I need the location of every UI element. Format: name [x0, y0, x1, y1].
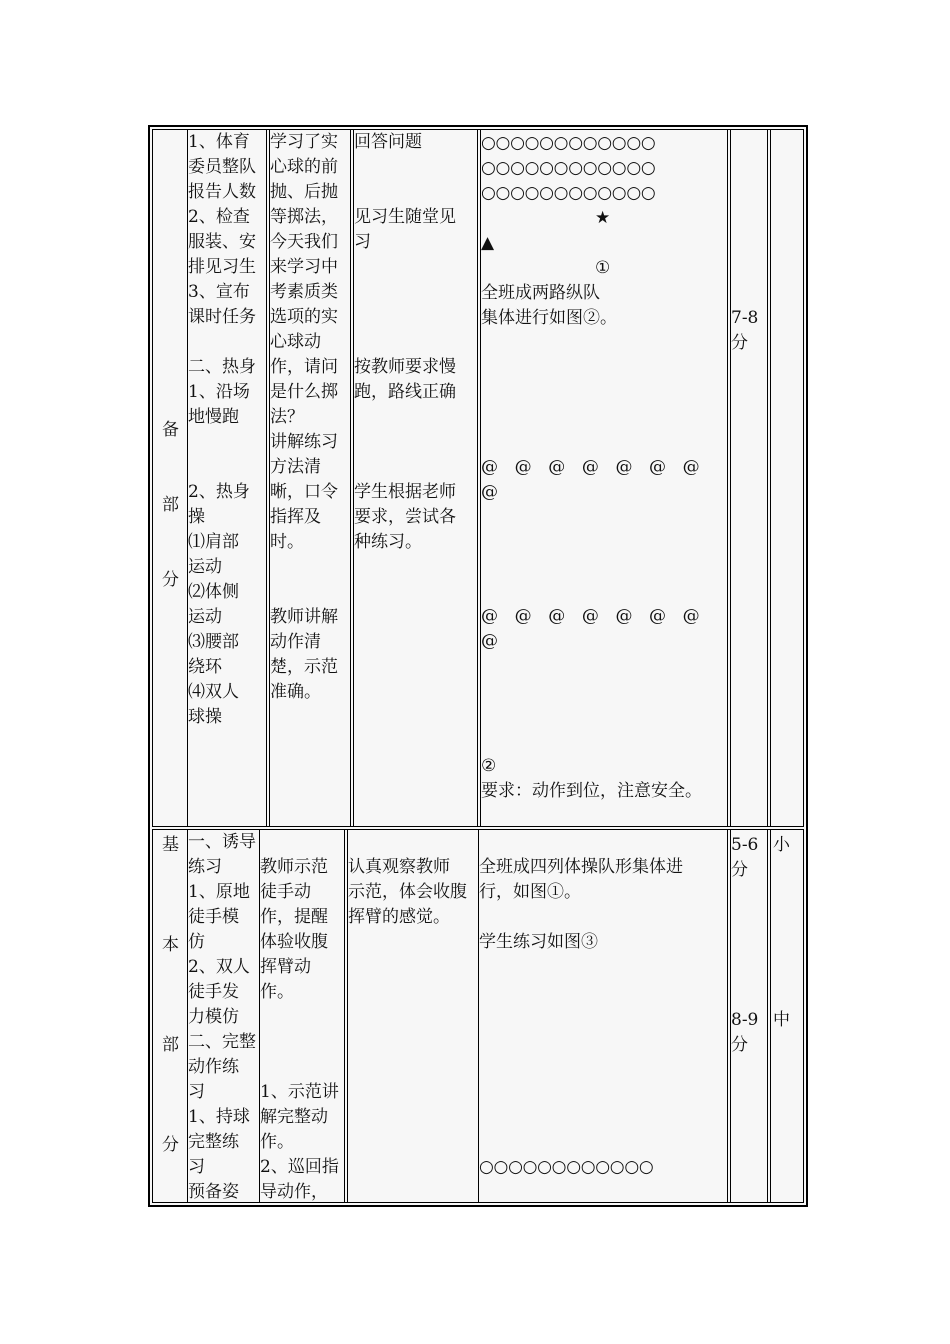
prep-teacher-line: 来学习中 [270, 257, 338, 277]
prep-teacher-line: 选项的实 [270, 307, 338, 327]
prep-student-line: 种练习。 [354, 532, 422, 552]
formation-row-2: ○○○○○○○○○○○○ [481, 158, 656, 178]
prep-student-line [354, 330, 478, 355]
main-formation-column [478, 830, 727, 1202]
main-student-line: 挥臂的感觉。 [348, 907, 450, 927]
main-formation-line [479, 905, 727, 930]
formation-note-line-1: 全班成两路纵队 [481, 283, 600, 303]
prep-teacher-line: 学习了实 [270, 132, 338, 152]
main-intensity-1: 小 [773, 835, 790, 855]
prep-section [152, 129, 804, 827]
main-student-line [348, 830, 478, 855]
main-student-column [348, 830, 478, 1202]
prep-content-line: 运动 [188, 607, 222, 627]
prep-content-line: 服装、安 [188, 232, 256, 252]
formation-note-line-2: 集体进行如图②。 [481, 308, 617, 328]
main-teacher-line: 作，提醒 [260, 907, 328, 927]
prep-student-line [354, 280, 478, 305]
prep-time-unit: 分 [731, 333, 748, 353]
main-content-line: 预备姿 [188, 1182, 239, 1202]
prep-teacher-line: 方法清 [270, 457, 321, 477]
prep-teacher-line: 晰，口令 [270, 482, 338, 502]
main-student-line: 认真观察教师 [348, 857, 450, 877]
column-row-2-wrap: @ [481, 631, 498, 651]
prep-time-value: 7-8 [731, 308, 759, 328]
prep-student-column [354, 130, 478, 826]
prep-student-line: 见习生随堂见 [354, 207, 456, 227]
main-student-line: 示范，体会收腹 [348, 882, 467, 902]
main-teacher-line [260, 1030, 344, 1055]
main-section-label-4: 分 [162, 1135, 179, 1155]
prep-teacher-line [270, 580, 350, 605]
main-formation-line: ○○○○○○○○○○○○ [479, 1157, 654, 1177]
main-formation-line: 学生练习如图③ [479, 932, 598, 952]
main-intensity-column [771, 830, 803, 1202]
main-content-line: 1、持球 [188, 1107, 250, 1127]
prep-student-line: 学生根据老师 [354, 482, 456, 502]
prep-teacher-line [270, 555, 350, 580]
main-content-line: 习 [188, 1157, 205, 1177]
student-triangle-icon: ▲ [481, 233, 495, 253]
prep-content-line: 绕环 [188, 657, 222, 677]
prep-teacher-line: 心球动 [270, 332, 321, 352]
prep-content-line: 课时任务 [188, 307, 256, 327]
prep-content-column [187, 130, 267, 826]
main-section-label-3: 部 [162, 1035, 179, 1055]
prep-content-line [188, 455, 267, 480]
main-content-line: 一、诱导 [188, 832, 256, 852]
main-teacher-line: 教师示范 [260, 857, 328, 877]
main-formation-line [479, 955, 727, 980]
prep-student-line: 按教师要求慢 [354, 357, 456, 377]
prep-content-line: 运动 [188, 557, 222, 577]
prep-teacher-line: 作，请问 [270, 357, 338, 377]
main-teacher-line: 作。 [260, 1132, 294, 1152]
prep-teacher-line: 楚，示范 [270, 657, 338, 677]
prep-student-line [354, 455, 478, 480]
prep-formation-column [481, 130, 727, 826]
prep-teacher-line: 时。 [270, 532, 304, 552]
prep-section-label-3: 分 [162, 570, 179, 590]
prep-time-column [731, 130, 768, 826]
prep-student-line [354, 405, 478, 430]
main-content-line: 动作练 [188, 1057, 239, 1077]
prep-section-label-2: 部 [162, 495, 179, 515]
main-intensity-2: 中 [773, 1010, 790, 1030]
prep-content-line: ⑵体侧 [188, 582, 239, 602]
figure-label-1: ① [595, 258, 611, 278]
main-time-1-unit: 分 [731, 860, 748, 880]
prep-content-line: ⑶腰部 [188, 632, 239, 652]
prep-teacher-line: 教师讲解 [270, 607, 338, 627]
prep-teacher-line: 法？ [270, 407, 304, 427]
column-row-1: @ @ @ @ @ @ @ [481, 457, 700, 477]
prep-content-line: 地慢跑 [188, 407, 239, 427]
main-section-label-2: 本 [162, 935, 179, 955]
main-content-line: 仿 [188, 932, 205, 952]
main-teacher-line: 作。 [260, 982, 294, 1002]
prep-student-line [354, 180, 478, 205]
main-formation-line [479, 1005, 727, 1030]
prep-content-line [188, 330, 267, 355]
prep-teacher-line: 准确。 [270, 682, 321, 702]
prep-content-line: 球操 [188, 707, 222, 727]
main-teacher-line: 解完整动 [260, 1107, 328, 1127]
main-content-line: 二、完整 [188, 1032, 256, 1052]
prep-student-line: 跑，路线正确 [354, 382, 456, 402]
main-teacher-line: 1、示范讲 [260, 1082, 339, 1102]
prep-section-label-1: 备 [162, 420, 179, 440]
main-formation-line [479, 1055, 727, 1080]
main-content-line: 2、双人 [188, 957, 250, 977]
prep-content-line: 操 [188, 507, 205, 527]
main-time-column [731, 830, 768, 1202]
main-formation-line: 行，如图①。 [479, 882, 581, 902]
main-teacher-line: 体验收腹 [260, 932, 328, 952]
main-time-1-value: 5-6 [731, 835, 759, 855]
main-formation-line [479, 830, 727, 855]
prep-teacher-line: 今天我们 [270, 232, 338, 252]
prep-teacher-line: 等掷法， [270, 207, 338, 227]
main-content-line: 力模仿 [188, 1007, 239, 1027]
prep-content-line: 1、沿场 [188, 382, 250, 402]
prep-student-line [354, 305, 478, 330]
main-content-line: 练习 [188, 857, 222, 877]
main-formation-line [479, 1030, 727, 1055]
column-row-1-wrap: @ [481, 482, 498, 502]
prep-teacher-line: 动作清 [270, 632, 321, 652]
main-content-line: 徒手模 [188, 907, 239, 927]
main-content-column [187, 830, 259, 1202]
main-content-line: 完整练 [188, 1132, 239, 1152]
prep-teacher-column [270, 130, 350, 826]
prep-content-line: 二、热身 [188, 357, 256, 377]
prep-content-line: 报告人数 [188, 182, 256, 202]
requirement-text: 要求：动作到位，注意安全。 [481, 781, 702, 801]
main-section [152, 829, 804, 1203]
prep-teacher-line: 指挥及 [270, 507, 321, 527]
main-teacher-column [259, 830, 345, 1202]
main-formation-line [479, 1105, 727, 1130]
main-content-line: 徒手发 [188, 982, 239, 1002]
main-time-2-unit: 分 [731, 1035, 748, 1055]
prep-student-line [354, 255, 478, 280]
prep-content-line: 1、体育 [188, 132, 250, 152]
prep-teacher-line: 讲解练习 [270, 432, 338, 452]
prep-student-line: 回答问题 [354, 132, 422, 152]
prep-teacher-line: 心球的前 [270, 157, 338, 177]
lesson-plan-table [148, 125, 808, 1207]
prep-content-line: 排见习生 [188, 257, 256, 277]
prep-student-line [354, 430, 478, 455]
main-content-line: 习 [188, 1082, 205, 1102]
main-formation-line [479, 980, 727, 1005]
prep-content-line: ⑷双人 [188, 682, 239, 702]
column-row-2: @ @ @ @ @ @ @ [481, 606, 700, 626]
prep-teacher-line: 是什么掷 [270, 382, 338, 402]
main-time-2-value: 8-9 [731, 1010, 759, 1030]
main-teacher-line: 徒手动 [260, 882, 311, 902]
main-teacher-line [260, 1005, 344, 1030]
main-teacher-line [260, 1055, 344, 1080]
teacher-star-icon: ★ [595, 208, 611, 228]
main-section-label-1: 基 [162, 835, 179, 855]
main-formation-line [479, 1130, 727, 1155]
prep-student-line: 要求，尝试各 [354, 507, 456, 527]
prep-divider-5 [767, 130, 771, 826]
prep-content-line: 委员整队 [188, 157, 256, 177]
prep-content-line: 2、检查 [188, 207, 250, 227]
prep-content-line: 2、热身 [188, 482, 250, 502]
formation-row-1: ○○○○○○○○○○○○ [481, 133, 656, 153]
prep-content-line [188, 430, 267, 455]
prep-content-line: ⑴肩部 [188, 532, 239, 552]
figure-label-2: ② [481, 756, 497, 776]
main-content-line: 1、原地 [188, 882, 250, 902]
prep-student-line [354, 155, 478, 180]
main-teacher-line: 导动作， [260, 1182, 328, 1202]
prep-content-line: 3、宣布 [188, 282, 250, 302]
main-formation-line [479, 1080, 727, 1105]
main-teacher-line [260, 830, 344, 855]
prep-teacher-line: 考素质类 [270, 282, 338, 302]
formation-row-3: ○○○○○○○○○○○○ [481, 183, 656, 203]
main-formation-line: 全班成四列体操队形集体进 [479, 857, 683, 877]
main-teacher-line: 挥臂动 [260, 957, 311, 977]
prep-teacher-line: 抛、后抛 [270, 182, 338, 202]
prep-student-line: 习 [354, 232, 371, 252]
main-teacher-line: 2、巡回指 [260, 1157, 339, 1177]
